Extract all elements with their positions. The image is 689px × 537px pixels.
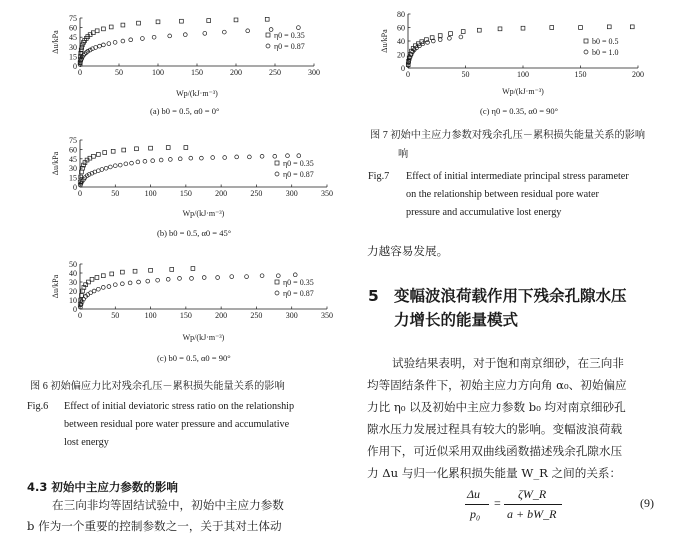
data-point-circle xyxy=(426,40,430,44)
data-point-square xyxy=(461,30,465,34)
data-point-square xyxy=(477,28,481,32)
y-tick-label: 0 xyxy=(73,305,77,314)
x-tick-label: 100 xyxy=(517,70,529,79)
x-tick-label: 50 xyxy=(111,189,120,198)
legend-label: b0 = 1.0 xyxy=(592,48,619,57)
paragraph-line: 力比 η₀ 以及初始中主应力参数 b₀ 均对南京细砂孔 xyxy=(367,400,626,414)
x-axis-label: Wp/(kJ·m⁻³) xyxy=(182,209,225,218)
x-tick-label: 0 xyxy=(78,189,82,198)
x-tick-label: 200 xyxy=(215,311,228,320)
x-tick-label: 350 xyxy=(321,189,333,198)
y-tick-label: 20 xyxy=(69,287,77,296)
eq-rhs-numerator: ζW_R xyxy=(518,487,547,501)
eq-lhs-numerator: Δu xyxy=(467,487,481,501)
section-number-5: 5 xyxy=(368,287,379,305)
x-tick-label: 350 xyxy=(321,311,333,320)
x-tick-label: 0 xyxy=(406,70,410,79)
chart-3-group xyxy=(380,10,644,96)
x-tick-label: 250 xyxy=(250,189,263,198)
paragraph-line: 试验结果表明，对于饱和南京细砂，在三向非 xyxy=(392,356,624,370)
x-tick-label: 200 xyxy=(215,189,228,198)
legend-marker-circle xyxy=(584,50,588,54)
x-tick-label: 300 xyxy=(308,68,320,77)
y-tick-label: 40 xyxy=(69,269,77,278)
x-tick-label: 150 xyxy=(191,68,203,77)
legend-label: η0 = 0.87 xyxy=(283,289,314,298)
y-tick-label: 80 xyxy=(397,10,405,19)
eq-rhs-bar xyxy=(504,504,562,505)
legend-label: b0 = 0.5 xyxy=(592,37,619,46)
y-axis-label: Δu/kPa xyxy=(51,151,60,176)
paragraph-line: 均等固结条件下，初始主应力方向角 α₀、初始偏应 xyxy=(367,378,627,392)
eq-equals: = xyxy=(494,496,501,510)
y-tick-label: 30 xyxy=(69,278,77,287)
fig6-caption-en-3: lost energy xyxy=(64,437,109,448)
paragraph-line: 在三向非均等固结试验中，初始中主应力参数 xyxy=(52,498,284,512)
y-axis-label: Δu/kPa xyxy=(51,274,60,299)
data-point-square xyxy=(498,27,502,31)
y-tick-label: 75 xyxy=(69,136,77,145)
x-tick-label: 200 xyxy=(632,70,644,79)
x-tick-label: 300 xyxy=(285,189,298,198)
y-tick-label: 0 xyxy=(73,183,77,192)
data-point-circle xyxy=(438,38,442,42)
eq-lhs-bar xyxy=(465,504,489,505)
fig7-caption-en-1: Effect of initial intermediate principal stress parameter xyxy=(406,171,629,182)
y-tick-label: 50 xyxy=(69,260,77,269)
fig6-caption-en-2: between residual pore water pressure and accumulative xyxy=(64,419,290,430)
data-point-square xyxy=(438,34,442,38)
paragraph-line: 隙水压力发展过程具有较大的影响。变幅波浪荷载 xyxy=(367,422,623,436)
data-point-square xyxy=(449,32,453,36)
fig6-caption-en-1: Effect of initial deviatoric stress ratio on the relationship xyxy=(64,401,295,412)
y-tick-label: 10 xyxy=(69,296,77,305)
paragraph-line: 力 Δu 与归一化累积损失能量 W_R 之间的关系： xyxy=(367,466,622,480)
x-tick-label: 100 xyxy=(144,189,157,198)
x-axis-label: Wp/(kJ·m⁻³) xyxy=(502,87,544,96)
fig7-caption-cn-1: 图 7 初始中主应力参数对残余孔压－累积损失能量关系的影响 xyxy=(370,130,646,141)
fig7-caption-en-2: on the relationship between residual pore water xyxy=(406,189,599,200)
caption-7c: (c) η0 = 0.35, α0 = 90° xyxy=(480,106,559,116)
y-tick-label: 45 xyxy=(69,33,77,43)
y-tick-label: 20 xyxy=(397,50,405,60)
fig7-label: Fig.7 xyxy=(368,171,390,182)
x-tick-label: 50 xyxy=(115,68,123,77)
legend-label: η0 = 0.87 xyxy=(283,170,314,179)
y-tick-label: 15 xyxy=(69,173,77,183)
y-tick-label: 75 xyxy=(69,14,77,23)
caption-6a: (a) b0 = 0.5, α0 = 0° xyxy=(150,106,220,116)
caption-6b: (b) b0 = 0.5, α0 = 45° xyxy=(157,228,232,238)
x-tick-label: 0 xyxy=(78,311,82,320)
data-point-square xyxy=(630,25,634,29)
fig7-caption-cn-2: 响 xyxy=(398,149,409,160)
x-tick-label: 100 xyxy=(152,68,164,77)
x-tick-label: 50 xyxy=(461,70,470,79)
paragraph-line: b 作为一个重要的控制参数之一，关于其对土体动 xyxy=(27,519,282,533)
fig6-caption-cn: 图 6 初始偏应力比对残余孔压－累积损失能量关系的影响 xyxy=(30,381,285,392)
section-heading-5-line2: 力增长的能量模式 xyxy=(394,311,519,329)
data-point-circle xyxy=(448,36,452,40)
data-point-square xyxy=(579,26,583,30)
y-tick-label: 0 xyxy=(401,64,405,73)
data-point-square xyxy=(607,25,611,29)
caption-6c: (c) b0 = 0.5, α0 = 90° xyxy=(157,353,231,363)
section-heading-5-line1: 变幅波浪荷载作用下残余孔隙水压 xyxy=(394,287,627,305)
legend-label: η0 = 0.87 xyxy=(274,42,305,51)
section-heading-4-3: 4.3 初始中主应力参数的影响 xyxy=(27,480,178,494)
x-tick-label: 50 xyxy=(111,311,120,320)
legend-marker-square xyxy=(584,39,588,43)
fig7-caption-en-3: pressure and accumulative lost energy xyxy=(406,207,562,218)
x-axis-label: Wp/(kJ·m⁻³) xyxy=(176,89,218,98)
y-tick-label: 60 xyxy=(69,23,77,33)
fig6-label: Fig.6 xyxy=(27,401,49,412)
data-point-square xyxy=(521,26,525,30)
data-point-circle xyxy=(459,35,463,39)
y-axis-label: Δu/kPa xyxy=(51,30,60,54)
eq-lhs-denominator: p₀ xyxy=(470,507,481,521)
continuation-line: 力越容易发展。 xyxy=(367,244,449,258)
y-tick-label: 60 xyxy=(397,23,405,33)
x-tick-label: 300 xyxy=(285,311,298,320)
x-tick-label: 150 xyxy=(574,70,587,79)
legend-label: η0 = 0.35 xyxy=(283,278,314,287)
x-tick-label: 0 xyxy=(78,68,82,77)
x-tick-label: 250 xyxy=(250,311,263,320)
y-axis-label: Δu/kPa xyxy=(380,29,389,53)
eq-rhs-denominator: a + bW_R xyxy=(507,507,557,521)
y-tick-label: 15 xyxy=(69,52,77,62)
eq-number: (9) xyxy=(640,496,654,510)
legend-label: η0 = 0.35 xyxy=(274,31,305,40)
y-tick-label: 45 xyxy=(69,154,77,164)
y-tick-label: 0 xyxy=(73,62,77,71)
y-tick-label: 40 xyxy=(397,37,405,46)
y-tick-label: 30 xyxy=(69,164,77,174)
x-tick-label: 150 xyxy=(179,311,192,320)
x-axis-label: Wp/(kJ·m⁻³) xyxy=(182,333,225,342)
y-tick-label: 30 xyxy=(69,42,77,52)
x-tick-label: 150 xyxy=(179,189,192,198)
y-tick-label: 60 xyxy=(69,145,77,155)
x-tick-label: 200 xyxy=(230,68,242,77)
legend-label: η0 = 0.35 xyxy=(283,159,314,168)
x-tick-label: 250 xyxy=(269,68,281,77)
data-point-square xyxy=(550,26,554,30)
x-tick-label: 100 xyxy=(144,311,157,320)
paragraph-line: 作用下，可近似采用双曲线函数描述残余孔隙水压 xyxy=(367,444,623,458)
